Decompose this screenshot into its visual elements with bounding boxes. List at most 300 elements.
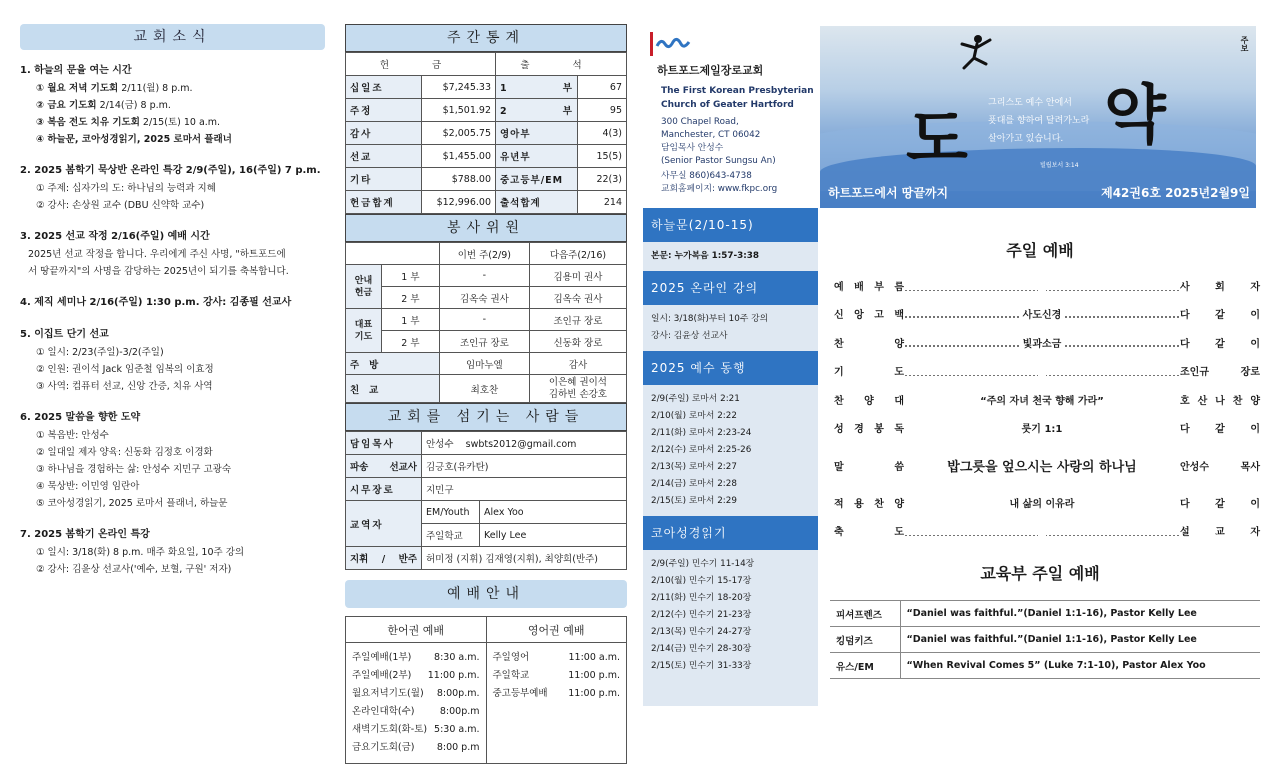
banner-motto: 하트포드에서 땅끝까지	[828, 185, 949, 200]
service-order-char: 기	[834, 367, 844, 379]
core-bible-item: 2/10(월) 민수기 15-17장	[651, 576, 752, 586]
service-order-leader	[1180, 335, 1260, 350]
banner-verse-reference: 빌립보서 3:14	[1040, 162, 1079, 169]
pastor-email: swbts2012@gmail.com	[465, 439, 577, 450]
worship-time: 11:00 a.m.	[568, 652, 620, 663]
education-group: 킹덤키즈	[830, 627, 900, 653]
service-order-char: 찬	[874, 498, 884, 510]
service-order-item	[820, 523, 904, 538]
offering-label: 헌금합계	[346, 191, 422, 214]
service-order-char: 도	[894, 527, 904, 539]
service-order-row	[820, 414, 1260, 443]
news-item	[20, 228, 325, 280]
staff-table	[345, 403, 627, 431]
worship-time: 8:30 a.m.	[434, 652, 480, 663]
worship-time-row	[493, 667, 621, 685]
news-item-detail-text: 2/14(금) 8 p.m.	[96, 100, 171, 111]
statistics-row	[346, 99, 627, 122]
news-item-title: 6. 2025 말씀을 향한 도약	[20, 412, 141, 423]
bulletin-main-column	[820, 26, 1260, 679]
service-order-char: 대	[894, 395, 904, 407]
worship-name: 주일학교	[492, 670, 530, 681]
kitchen-next: 감사	[529, 353, 626, 375]
service-order-char: 용	[854, 498, 864, 510]
online-lecture-date: 일시: 3/18(화)부터 10주 강의	[651, 314, 769, 324]
service-order-char: 같	[1215, 424, 1225, 436]
service-order-char: 이	[1250, 310, 1260, 322]
online-lecture-teacher: 강사: 김윤상 선교사	[651, 331, 728, 341]
news-item-detail	[20, 197, 325, 214]
missionary-label: 파송 선교사	[346, 455, 422, 478]
church-korean-name: 하트포드제일장로교회	[657, 64, 764, 77]
service-order-char: 축	[834, 527, 844, 539]
news-item-detail	[20, 478, 325, 495]
next-week-header: 다음주(2/16)	[529, 243, 626, 265]
service-order-item	[820, 458, 904, 473]
em-name: Alex Yoo	[480, 501, 627, 524]
service-order-row	[820, 488, 1260, 517]
news-item-detail	[20, 444, 325, 461]
news-item-title: 5. 이집트 단기 선교	[20, 329, 109, 340]
online-lecture-title: 2025 온라인 강의	[643, 271, 818, 305]
church-news-section	[20, 24, 325, 592]
service-order-char: 나	[1215, 395, 1225, 407]
fellowship-label: 친교	[346, 375, 440, 403]
service-order-char: 자	[1250, 281, 1260, 293]
sunday-school-label: 주일학교	[422, 524, 480, 547]
bulletin-issue: 제42권6호 2025년2월9일	[1101, 185, 1250, 200]
worship-time: 11:00 p.m.	[568, 688, 620, 699]
news-item-title: 1. 하늘의 문을 여는 시간	[20, 65, 132, 76]
news-item-detail-text: 2/15(토) 10 a.m.	[139, 117, 221, 128]
offering-amount: $788.00	[422, 168, 496, 191]
pastor-label: 담임목사	[346, 432, 422, 455]
service-order-char: 씀	[894, 461, 904, 473]
service-order-char: 회	[1215, 281, 1225, 293]
church-english-name-1: The First Korean Presbyterian	[661, 86, 814, 96]
offering-header: 헌 금	[346, 53, 496, 76]
attendance-label: 유년부	[496, 145, 578, 168]
service-order-content	[904, 495, 1180, 510]
service-order-char: 도	[894, 367, 904, 379]
church-website: 교회홈페이지: www.fkpc.org	[661, 184, 778, 194]
jesus-walk-title: 2025 예수 동행	[643, 351, 818, 385]
staff-grid	[345, 431, 627, 570]
news-item-detail	[20, 114, 325, 131]
service-committee-table	[345, 214, 627, 242]
attendance-count: 22(3)	[578, 168, 627, 191]
banner-title-yak: 약	[1104, 78, 1166, 153]
fellowship-next	[529, 375, 626, 403]
worship-time-row	[352, 685, 480, 703]
attendance-label: 1 부	[496, 76, 578, 99]
service-committee-grid	[345, 242, 627, 403]
service-order-item	[820, 278, 904, 293]
service-order-item	[820, 392, 904, 407]
service-order-char: 사	[1180, 281, 1190, 293]
jesus-walk-item: 2/13(목) 로마서 2:27	[651, 462, 737, 472]
service-order-content-text: 내 삶의 이유라	[1006, 499, 1079, 510]
senior-pastor-en: (Senior Pastor Sungsu An)	[661, 156, 776, 166]
service-order-content-text	[1038, 280, 1046, 291]
em-label: EM/Youth	[422, 501, 480, 524]
service-order-char: 같	[1215, 498, 1225, 510]
news-item-detail-text: ① 주제: 십자가의 도: 하나님의 능력과 지혜	[36, 183, 216, 194]
church-info-column	[643, 26, 818, 706]
news-item-title: 2. 2025 봄학기 묵상반 온라인 특강 2/9(주일), 16(주일) 7 p.m.	[20, 165, 321, 176]
service-order-char: 양	[864, 395, 874, 407]
banner-verse-1: 그리스도 예수 안에서	[988, 98, 1072, 108]
core-bible-item: 2/14(금) 민수기 28-30장	[651, 644, 752, 654]
education-sermon: “Daniel was faithful.”(Daniel 1:1-16), Pastor Kelly Lee	[900, 627, 1260, 653]
service-order-char: 산	[1197, 395, 1208, 407]
service-order-text: 조인규 장로	[1180, 367, 1260, 379]
offering-amount: $12,996.00	[422, 191, 496, 214]
service-order-char: 자	[1250, 527, 1260, 539]
service-order-row	[820, 271, 1260, 300]
fellowship-next-line2: 김하빈 손강호	[548, 388, 607, 400]
prayer-part2-next: 신동화 장로	[529, 331, 626, 353]
jesus-walk-item: 2/12(수) 로마서 2:25-26	[651, 445, 752, 455]
news-item-detail	[20, 561, 325, 578]
education-sermon: “When Revival Comes 5” (Luke 7:1-10), Pastor Alex Yoo	[900, 653, 1260, 679]
core-bible-list	[643, 550, 818, 681]
service-order-item	[820, 363, 904, 378]
service-order-leader	[1180, 306, 1260, 321]
prayer-part1-this: -	[439, 309, 529, 331]
choir-label: 지휘 / 반주	[346, 547, 422, 570]
usher-part1-this: -	[439, 265, 529, 287]
jesus-walk-list	[643, 385, 818, 516]
news-item-detail-text: ① 일시: 2/23(주일)-3/2(주일)	[36, 347, 164, 358]
service-order-row	[820, 300, 1260, 329]
statistics-row	[346, 191, 627, 214]
news-item-detail	[20, 427, 325, 444]
service-order-char: 호	[1180, 395, 1190, 407]
news-item-detail-text: ④ 묵상반: 이민영 임란아	[36, 481, 140, 492]
service-order-char: 다	[1180, 424, 1190, 436]
worship-time-row	[352, 649, 480, 667]
usher-part1-label: 1 부	[382, 265, 440, 287]
service-order-char: 신	[834, 310, 844, 322]
service-order-content-text	[1038, 365, 1046, 376]
service-order-char: 름	[894, 281, 904, 293]
reading-sidebar	[643, 208, 818, 706]
worship-time: 11:00 p.m.	[427, 670, 480, 681]
education-service-title: 교육부 주일 예배	[980, 564, 1100, 583]
worship-guide-section	[345, 580, 627, 764]
service-order-leader	[1180, 523, 1260, 538]
service-order-char: 교	[1215, 527, 1225, 539]
news-item-detail	[20, 80, 325, 97]
service-order-char: 다	[1180, 498, 1190, 510]
offering-label: 기타	[346, 168, 422, 191]
banner-footer	[820, 176, 1256, 208]
worship-time: 8:00p.m	[439, 706, 480, 717]
offering-label: 주정	[346, 99, 422, 122]
worship-time: 8:00p.m.	[436, 688, 480, 699]
service-order-content-text: 빛과소금	[1019, 339, 1066, 350]
education-group: 피셔프렌즈	[830, 601, 900, 627]
service-order-content-text	[1038, 525, 1046, 536]
usher-label: 안내 헌금	[346, 265, 382, 309]
fellowship-next-line1: 이은혜 권이석	[548, 376, 607, 388]
statistics-row	[346, 168, 627, 191]
pastor-name: 안성수	[426, 439, 454, 450]
worship-name: 주일예배(2부)	[352, 670, 412, 681]
news-item-detail	[20, 495, 325, 512]
news-item	[20, 294, 325, 312]
bulletin-banner	[820, 26, 1256, 208]
worship-time: 11:00 p.m.	[568, 670, 620, 681]
service-order-item	[820, 420, 904, 435]
attendance-label: 출석합계	[496, 191, 578, 214]
attendance-label: 2 부	[496, 99, 578, 122]
service-order-row	[820, 328, 1260, 357]
jumping-person-icon	[956, 34, 996, 78]
church-logo-icon	[647, 32, 691, 56]
news-item-paragraph: 2025년 선교 작정을 합니다. 우리에게 주신 사명, "하트포드에	[28, 249, 286, 260]
news-item-detail	[20, 344, 325, 361]
service-order-char: 봉	[874, 424, 884, 436]
prayer-part2-label: 2 부	[382, 331, 440, 353]
weekly-statistics-table	[345, 24, 627, 52]
usher-part1-next: 김용미 권사	[529, 265, 626, 287]
this-week-header: 이번 주(2/9)	[439, 243, 529, 265]
weekly-statistics-title: 주간통계	[346, 25, 627, 52]
service-order-char: 배	[854, 281, 864, 293]
news-item-detail	[20, 97, 325, 114]
news-item-detail	[20, 461, 325, 478]
church-header	[643, 26, 818, 206]
worship-time-row	[352, 739, 480, 757]
missionary-name: 김긍호(유카탄)	[422, 455, 627, 478]
service-order-char: 같	[1215, 338, 1225, 350]
worship-name: 새벽기도회(화-토)	[352, 724, 428, 735]
address-line1: 300 Chapel Road,	[661, 117, 739, 127]
service-order-content-text: 룻기 1:1	[1018, 424, 1067, 435]
senior-pastor: 담임목사 안성수	[661, 143, 724, 153]
worship-name: 주일예배(1부)	[352, 652, 412, 663]
attendance-count: 95	[578, 99, 627, 122]
service-order-char: 부	[874, 281, 884, 293]
korean-worship-times	[346, 643, 487, 764]
news-item-detail-bold: ② 금요 기도회	[36, 100, 97, 111]
service-order-char: 앙	[854, 310, 864, 322]
statistics-row	[346, 122, 627, 145]
service-order-text: 안성수 목사	[1180, 461, 1260, 473]
service-order-item	[820, 306, 904, 321]
attendance-header: 출 석	[496, 53, 627, 76]
english-worship-header: 영어권 예배	[486, 617, 627, 643]
jesus-walk-item: 2/10(월) 로마서 2:22	[651, 411, 737, 421]
education-group: 유스/EM	[830, 653, 900, 679]
service-order-leader	[1180, 363, 1260, 378]
service-order-char: 성	[834, 424, 844, 436]
prayer-part1-label: 1 부	[382, 309, 440, 331]
church-english-name-2: Church of Geater Hartford	[661, 100, 794, 110]
service-order-row	[820, 385, 1260, 414]
service-order-char: 같	[1215, 310, 1225, 322]
news-item-detail-text: ① 복음반: 안성수	[36, 430, 109, 441]
news-item-detail-bold: ③ 복음 전도 치유 기도회	[36, 117, 140, 128]
news-item-detail-text: ③ 사역: 컴퓨터 선교, 신앙 간증, 치유 사역	[36, 381, 213, 392]
worship-time-row	[493, 649, 621, 667]
worship-time: 5:30 a.m.	[434, 724, 480, 735]
offering-amount: $1,455.00	[422, 145, 496, 168]
service-order-row	[820, 442, 1260, 488]
fellowship-this: 최호찬	[439, 375, 529, 403]
bulletin-vertical-label: 주보	[1240, 36, 1249, 52]
staff-title: 교회를 섬기는 사람들	[346, 404, 627, 431]
service-order-content	[904, 420, 1180, 435]
elder-label: 시무장로	[346, 478, 422, 501]
worship-name: 월요저녁기도(월)	[352, 688, 424, 699]
service-order-leader	[1180, 420, 1260, 435]
service-order-leader	[1180, 278, 1260, 293]
worship-name: 금요기도회(금)	[352, 742, 415, 753]
core-bible-item: 2/15(토) 민수기 31-33장	[651, 661, 752, 671]
worship-guide-table	[345, 616, 627, 764]
jesus-walk-item: 2/14(금) 로마서 2:28	[651, 479, 737, 489]
news-item-detail	[20, 544, 325, 561]
news-item	[20, 326, 325, 395]
prayer-part2-this: 조인규 장로	[439, 331, 529, 353]
worship-name: 중고등부예배	[492, 688, 548, 699]
prayer-label: 대표 기도	[346, 309, 382, 353]
news-item-detail	[20, 378, 325, 395]
kitchen-label: 주방	[346, 353, 440, 375]
service-order-char: 양	[1250, 395, 1260, 407]
service-order-char: 다	[1180, 338, 1190, 350]
attendance-label: 영아부	[496, 122, 578, 145]
service-committee-title: 봉사위원	[346, 215, 627, 242]
attendance-count: 214	[578, 191, 627, 214]
pastor-info	[422, 432, 627, 455]
education-sermon: “Daniel was faithful.”(Daniel 1:1-16), Pastor Kelly Lee	[900, 601, 1260, 627]
education-service-table	[830, 600, 1260, 679]
news-item-detail-text: ③ 하나님을 경험하는 삶: 안성수 지민구 고광숙	[36, 464, 232, 475]
jesus-walk-item: 2/15(토) 로마서 2:29	[651, 496, 737, 506]
core-bible-item: 2/9(주일) 민수기 11-14장	[651, 559, 755, 569]
core-bible-item: 2/12(수) 민수기 21-23장	[651, 610, 752, 620]
choir-names: 허미정 (지휘) 김재영(지휘), 최양희(반주)	[422, 547, 627, 570]
statistics-row	[346, 76, 627, 99]
service-order-char: 적	[834, 498, 844, 510]
service-order-char: 이	[1250, 424, 1260, 436]
service-order-row	[820, 357, 1260, 386]
service-order-char: 다	[1180, 310, 1190, 322]
service-order-content-text: “주의 자녀 천국 향해 가라”	[976, 396, 1108, 407]
education-row	[830, 627, 1260, 653]
worship-time-row	[493, 685, 621, 703]
statistics-row	[346, 145, 627, 168]
service-order-char: 찬	[834, 395, 844, 407]
offering-amount: $1,501.92	[422, 99, 496, 122]
usher-part2-label: 2 부	[382, 287, 440, 309]
church-english-name	[661, 84, 814, 112]
news-item-detail-bold: ① 월요 저녁 기도회	[36, 83, 119, 94]
service-order-char: 찬	[834, 338, 844, 350]
service-order-content-text: 사도신경	[1019, 310, 1066, 321]
service-order-content	[904, 392, 1180, 407]
usher-part2-next: 김옥숙 권사	[529, 287, 626, 309]
service-order-char: 예	[834, 281, 844, 293]
news-item-paragraph: 서 땅끝까지"의 사명을 감당하는 2025년이 되기를 축복합니다.	[28, 266, 289, 277]
worship-time: 8:00 p.m	[436, 742, 480, 753]
news-item-detail	[20, 180, 325, 197]
news-item-detail-text: ② 강사: 손상원 교수 (DBU 신약학 교수)	[36, 200, 205, 211]
service-order-leader	[1180, 392, 1260, 407]
banner-verse-2: 푯대를 향하여 달려가노라	[988, 116, 1090, 126]
jesus-walk-item: 2/11(화) 로마서 2:23-24	[651, 428, 752, 438]
attendance-count: 15(5)	[578, 145, 627, 168]
worship-name: 주일영어	[492, 652, 530, 663]
service-order-content-text: 밥그릇을 엎으시는 사랑의 하나님	[943, 460, 1140, 475]
news-item-title: 4. 제직 세미나 2/16(주일) 1:30 p.m. 강사: 김종필 선교사	[20, 297, 292, 308]
heaven-gate-text: 본문: 누가복음 1:57-3:38	[651, 251, 760, 261]
news-item-title: 7. 2025 봄학기 온라인 특강	[20, 529, 150, 540]
offering-amount: $7,245.33	[422, 76, 496, 99]
news-item	[20, 162, 325, 214]
news-item-detail-bold: ④ 하늘문, 코아성경읽기, 2025 로마서 플래너	[36, 134, 232, 145]
address-line2: Manchester, CT 06042	[661, 130, 761, 140]
online-lecture-info	[643, 305, 818, 351]
worship-time-row	[352, 721, 480, 739]
news-item-detail-text: ② 강사: 김윤상 선교사('예수, 보혈, 구원' 저자)	[36, 564, 232, 575]
core-bible-title: 코아성경읽기	[643, 516, 818, 550]
banner-title-do: 도	[906, 102, 968, 177]
kitchen-this: 임마누엘	[439, 353, 529, 375]
news-item	[20, 409, 325, 512]
service-order-content	[904, 280, 1180, 291]
worship-guide-title: 예배안내	[345, 580, 627, 608]
service-order-char: 말	[834, 461, 844, 473]
news-item-title: 3. 2025 선교 작정 2/16(주일) 예배 시간	[20, 231, 210, 242]
news-item-detail-text: 2/11(월) 8 p.m.	[118, 83, 193, 94]
service-order-char: 설	[1180, 527, 1190, 539]
sunday-school-name: Kelly Lee	[480, 524, 627, 547]
korean-worship-header: 한어권 예배	[346, 617, 487, 643]
service-order-char: 이	[1250, 338, 1260, 350]
news-item-detail	[20, 361, 325, 378]
jesus-walk-item: 2/9(주일) 로마서 2:21	[651, 394, 740, 404]
elder-name: 지민구	[422, 478, 627, 501]
service-order-char: 독	[894, 424, 904, 436]
service-order-char: 고	[874, 310, 884, 322]
news-item-detail	[20, 131, 325, 148]
education-row	[830, 601, 1260, 627]
english-worship-times	[486, 643, 627, 764]
news-item-detail-text: ⑤ 코아성경읽기, 2025 로마서 플래너, 하늘문	[36, 498, 228, 509]
service-order-content	[904, 456, 1180, 475]
service-order-char: 양	[894, 498, 904, 510]
offering-label: 감사	[346, 122, 422, 145]
usher-part2-this: 김옥숙 권사	[439, 287, 529, 309]
worship-name: 온라인대학(수)	[352, 706, 415, 717]
banner-verse-3: 살아가고 있습니다.	[988, 134, 1064, 144]
service-order-leader	[1180, 495, 1260, 510]
heaven-gate-title: 하늘문(2/10-15)	[643, 208, 818, 242]
news-item-detail-text: ② 일대일 제자 양육: 신동화 김정호 이경화	[36, 447, 213, 458]
sunday-service-title: 주일 예배	[1006, 241, 1074, 260]
education-row	[830, 653, 1260, 679]
worship-time-row	[352, 667, 480, 685]
news-item-detail-text: ① 일시: 3/18(화) 8 p.m. 매주 화요일, 10주 강의	[36, 547, 245, 558]
news-item-detail-text: ② 인원: 권이석 Jack 임준철 임복의 이효정	[36, 364, 214, 375]
service-order-item	[820, 335, 904, 350]
office-phone: 사무실 860)643-4738	[661, 171, 752, 181]
